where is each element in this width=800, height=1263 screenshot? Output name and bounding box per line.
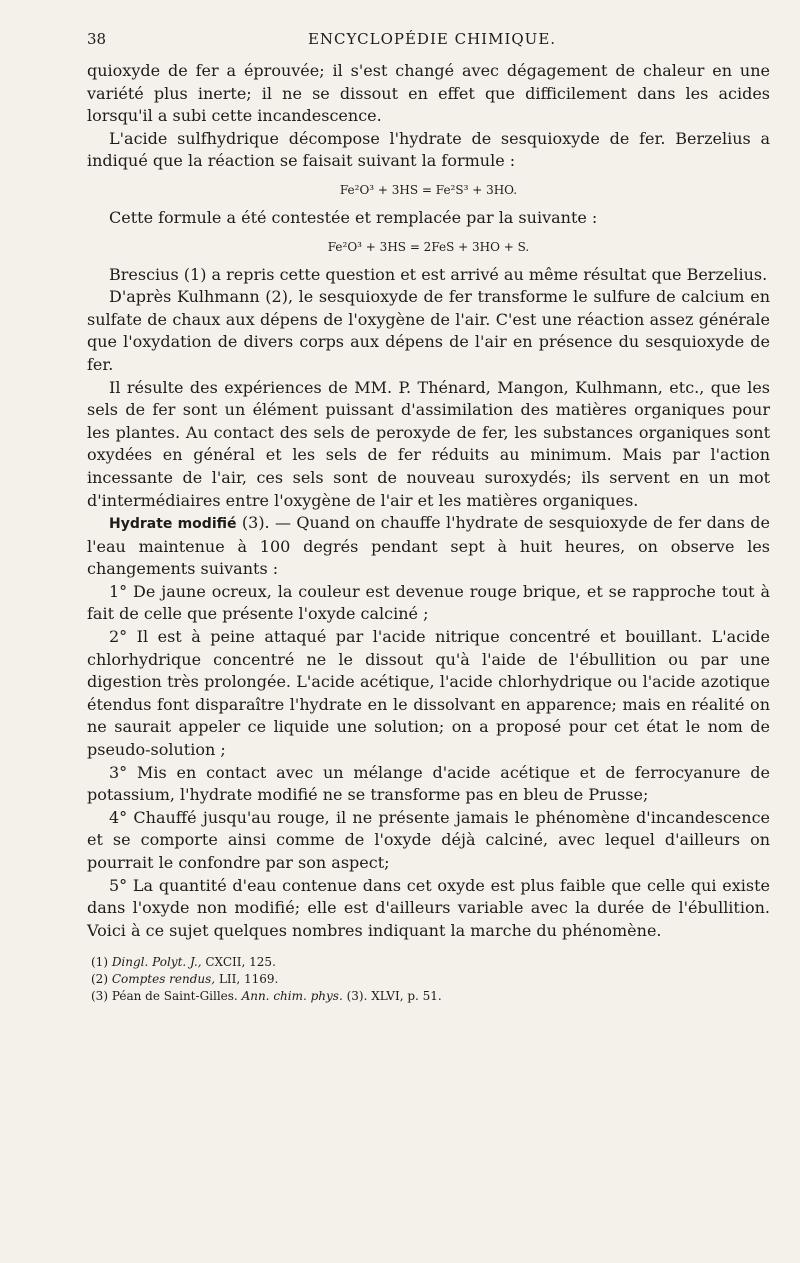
- page-number: 38: [87, 30, 107, 48]
- running-title: ENCYCLOPÉDIE CHIMIQUE.: [307, 30, 557, 48]
- chemical-formula: Fe²O³ + 3HS = Fe²S³ + 3HO.: [339, 182, 518, 197]
- list-item: 3° Mis en contact avec un mélange d'acide acétique et de ferrocyanure de potassium, l'hydrate modifié ne se transforme pas en bleu de Prusse;: [87, 762, 770, 805]
- paragraph: Cette formule a été contestée et remplacée par la suivante :: [109, 207, 598, 227]
- paragraph: Brescius (1) a repris cette question et est arrivé au même résultat que Berzelius.: [109, 264, 768, 284]
- list-item: 4° Chauffé jusqu'au rouge, il ne présente jamais le phénomène d'incandescence et se comporte ainsi comme de l'oxyde déjà calciné, avec lequel d'ailleurs on pourrait le confondre par son aspect;: [87, 807, 770, 872]
- footnotes: [87, 954, 770, 1005]
- list-item: 1° De jaune ocreux, la couleur est devenue rouge brique, et se rapproche tout à fait de celle que présente l'oxyde calciné ;: [87, 581, 770, 624]
- paragraph: D'après Kulhmann (2), le sesquioxyde de fer transforme le sulfure de calcium en sulfate de chaux aux dépens de l'oxygène de l'air. C'est une réaction assez générale que l'oxydation de divers corps aux dépens de l'air en présence du sesquioxyde de fer.: [87, 287, 770, 374]
- footnote-number: (2): [91, 972, 112, 987]
- section-paragraph: [87, 512, 770, 581]
- footnote: [87, 988, 770, 1005]
- list-item: 2° Il est à peine attaqué par l'acide nitrique concentré et bouillant. L'acide chlorhydrique concentré ne le dissout qu'à l'aide de l'ébullition ou par une digestion très prolongée. L'acide acétique, l'acide chlorhydrique ou l'acide azotique étendus font disparaître l'hydrate en le dissolvant en apparence; mais en réalité on ne saurait appeler ce liquide une solution; on a proposé pour cet état le nom de pseudo-solution ;: [87, 627, 770, 760]
- footnote-ref: CXCII, 125.: [201, 955, 276, 970]
- section-text: (3). — Quand on chauffe l'hydrate de sesquioxyde de fer dans de l'eau maintenue à 100 degrés pendant sept à huit heures, on observe les changements suivants :: [87, 513, 770, 579]
- page-header: [87, 28, 777, 54]
- list-item: 5° La quantité d'eau contenue dans cet oxyde est plus faible que celle qui existe dans l'oxyde non modifié; elle est d'ailleurs variable avec la durée de l'ébullition. Voici à ce sujet quelques nombres indiquant la marche du phénomène.: [87, 875, 770, 940]
- paragraph: quioxyde de fer a éprouvée; il s'est changé avec dégagement de chaleur en une variété plus inerte; il ne se dissout en effet que difficilement dans les acides lorsqu'il a subi cette incandescence.: [87, 61, 770, 126]
- page-body: [87, 60, 770, 1005]
- footnote-source: Ann. chim. phys.: [241, 989, 343, 1004]
- paragraph: Il résulte des expériences de MM. P. Thénard, Mangon, Kulhmann, etc., que les sels de fer sont un élément puissant d'assimilation des matières organiques pour les plantes. Au contact des sels de peroxyde de fer, les substances organiques sont oxydées en général et les sels de fer réduits au minimum. Mais par l'action incessante de l'air, ces sels sont de nouveau suroxydés; ils servent en un mot d'intermédiaires entre l'oxygène de l'air et les matières organiques.: [87, 377, 770, 510]
- paragraph: L'acide sulfhydrique décompose l'hydrate de sesquioxyde de fer. Berzelius a indiqué que la réaction se faisait suivant la formule :: [87, 128, 770, 171]
- footnote-number: (1): [91, 955, 112, 970]
- footnote-number: (3) Péan de Saint-Gilles.: [91, 989, 242, 1004]
- footnote-ref: LII, 1169.: [215, 972, 279, 987]
- footnote-source: Dingl. Polyt. J.,: [111, 955, 202, 970]
- section-title: Hydrate modifié: [109, 516, 237, 533]
- footnote-source: Comptes rendus,: [111, 972, 216, 987]
- footnote-ref: (3). XLVI, p. 51.: [342, 989, 442, 1004]
- footnote: [87, 954, 770, 971]
- footnote: [87, 971, 770, 988]
- chemical-formula: Fe²O³ + 3HS = 2FeS + 3HO + S.: [327, 239, 530, 254]
